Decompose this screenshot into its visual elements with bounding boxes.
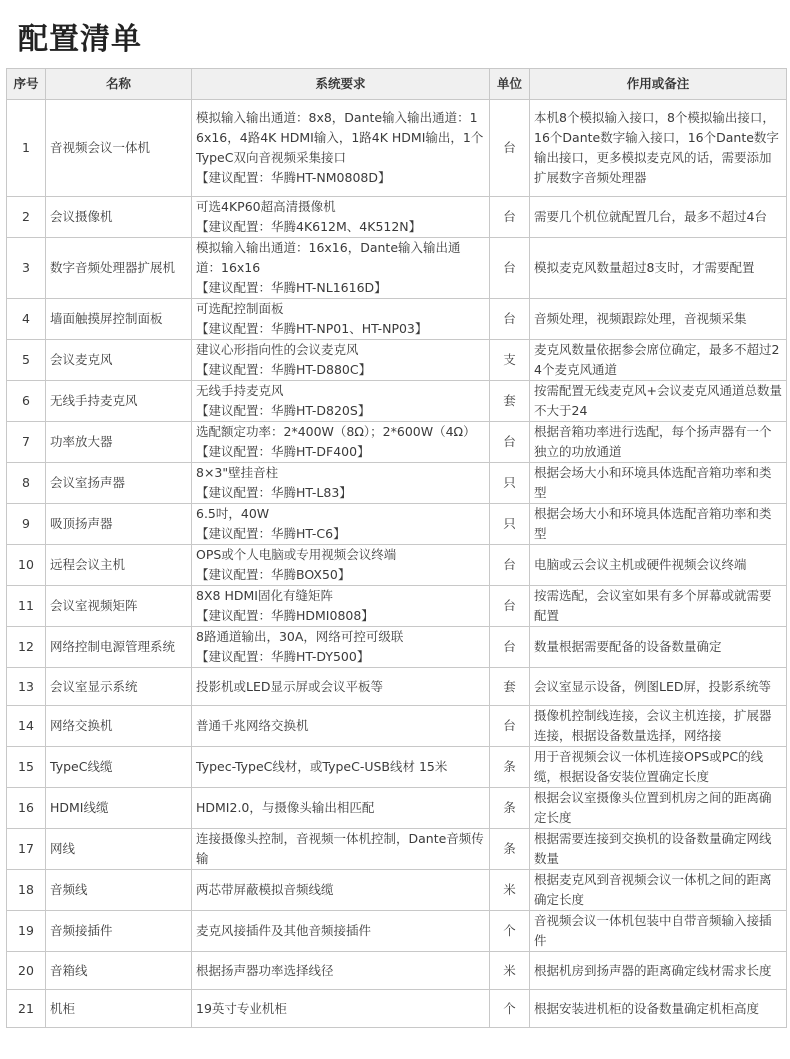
item-requirement [192,504,490,545]
recommended-model: 【建议配置：华腾HT-NL1616D】 [196,280,387,295]
item-note: 麦克风数量依据参会席位确定，最多不超过24个麦克风通道 [530,340,787,381]
row-index: 1 [7,100,46,197]
item-note: 根据安装进机柜的设备数量确定机柜高度 [530,990,787,1028]
header-row [7,69,787,100]
item-name: 网络控制电源管理系统 [46,627,192,668]
table-row [7,952,787,990]
table-row [7,100,787,197]
item-name: 吸顶扬声器 [46,504,192,545]
requirement-text: 根据扬声器功率选择线径 [196,962,334,978]
item-name: 音视频会议一体机 [46,100,192,197]
row-index: 5 [7,340,46,381]
row-index: 14 [7,706,46,747]
table-row [7,340,787,381]
item-note: 根据会议室摄像头位置到机房之间的距离确定长度 [530,788,787,829]
item-requirement [192,197,490,238]
item-note: 需要几个机位就配置几台，最多不超过4台 [530,197,787,238]
item-requirement [192,706,490,747]
item-unit: 米 [490,952,530,990]
item-unit: 条 [490,829,530,870]
recommended-model: 【建议配置：华腾HT-L83】 [196,485,352,500]
item-name: 数字音频处理器扩展机 [46,238,192,299]
requirement-text: Typec-TypeC线材，或TypeC-USB线材 15米 [196,759,448,774]
row-index: 15 [7,747,46,788]
item-requirement [192,668,490,706]
requirement-text: 可选配控制面板 [196,301,284,316]
item-unit: 条 [490,788,530,829]
item-name: 会议摄像机 [46,197,192,238]
table-row [7,381,787,422]
item-requirement [192,422,490,463]
item-note: 电脑或云会议主机或硬件视频会议终端 [530,545,787,586]
item-name: 网线 [46,829,192,870]
item-requirement [192,299,490,340]
item-requirement [192,990,490,1028]
row-index: 13 [7,668,46,706]
row-index: 11 [7,586,46,627]
requirement-text: 选配额定功率：2*400W（8Ω）；2*600W（4Ω） [196,424,476,439]
item-note: 音视频会议一体机包装中自带音频输入接插件 [530,911,787,952]
item-unit: 台 [490,586,530,627]
table-row [7,197,787,238]
item-note: 音频处理，视频跟踪处理，音视频采集 [530,299,787,340]
table-row [7,545,787,586]
item-requirement [192,627,490,668]
item-name: 会议室扬声器 [46,463,192,504]
table-row [7,870,787,911]
recommended-model: 【建议配置：华腾HT-DY500】 [196,649,370,664]
item-note: 根据会场大小和环境具体选配音箱功率和类型 [530,463,787,504]
item-requirement [192,586,490,627]
item-requirement [192,545,490,586]
item-unit: 套 [490,668,530,706]
requirement-text: 普通千兆网络交换机 [196,718,309,733]
table-row [7,299,787,340]
row-index: 10 [7,545,46,586]
recommended-model: 【建议配置：华腾HT-DF400】 [196,444,370,459]
table-row [7,788,787,829]
table-row [7,990,787,1028]
item-requirement [192,463,490,504]
table-row [7,829,787,870]
row-index: 7 [7,422,46,463]
requirement-text: HDMI2.0，与摄像头输出相匹配 [196,800,375,815]
table-row [7,586,787,627]
recommended-model: 【建议配置：华腾BOX50】 [196,567,351,582]
header-requirement: 系统要求 [192,69,490,100]
item-name: 远程会议主机 [46,545,192,586]
table-row [7,627,787,668]
item-unit: 套 [490,381,530,422]
requirement-text: 6.5吋，40W [196,506,270,521]
row-index: 19 [7,911,46,952]
item-note: 数量根据需要配备的设备数量确定 [530,627,787,668]
item-note: 按需选配，会议室如果有多个屏幕或就需要配置 [530,586,787,627]
item-unit: 只 [490,504,530,545]
table-row [7,504,787,545]
row-index: 18 [7,870,46,911]
item-requirement [192,788,490,829]
item-unit: 台 [490,238,530,299]
recommended-model: 【建议配置：华腾HT-D880C】 [196,362,372,377]
item-note: 根据需要连接到交换机的设备数量确定网线数量 [530,829,787,870]
item-requirement [192,381,490,422]
item-name: TypeC线缆 [46,747,192,788]
header-idx: 序号 [7,69,46,100]
requirement-text: OPS或个人电脑或专用视频会议终端 [196,547,397,562]
item-name: 功率放大器 [46,422,192,463]
requirement-text: 8路通道输出，30A，网络可控可级联 [196,629,404,644]
item-unit: 个 [490,990,530,1028]
item-name: 会议室视频矩阵 [46,586,192,627]
requirement-text: 8X8 HDMI固化有缝矩阵 [196,588,333,603]
item-requirement [192,100,490,197]
table-row [7,706,787,747]
requirement-text: 19英寸专业机柜 [196,1000,287,1016]
item-note: 模拟麦克风数量超过8支时，才需要配置 [530,238,787,299]
item-note: 根据音箱功率进行选配，每个扬声器有一个独立的功放通道 [530,422,787,463]
recommended-model: 【建议配置：华腾4K612M、4K512N】 [196,219,422,234]
table-row [7,463,787,504]
item-unit: 个 [490,911,530,952]
item-unit: 台 [490,299,530,340]
table-row [7,911,787,952]
item-note: 根据机房到扬声器的距离确定线材需求长度 [530,952,787,990]
item-note: 摄像机控制线连接，会议主机连接，扩展器连接，根据设备数量选择，网络接 [530,706,787,747]
row-index: 12 [7,627,46,668]
recommended-model: 【建议配置：华腾HDMI0808】 [196,608,374,623]
item-name: 会议麦克风 [46,340,192,381]
row-index: 4 [7,299,46,340]
item-unit: 条 [490,747,530,788]
item-name: 网络交换机 [46,706,192,747]
requirement-text: 两芯带屏蔽模拟音频线缆 [196,882,334,897]
row-index: 8 [7,463,46,504]
row-index: 2 [7,197,46,238]
row-index: 3 [7,238,46,299]
requirement-text: 模拟输入输出通道：16x16，Dante输入输出通道：16x16 [196,240,461,275]
table-row [7,422,787,463]
row-index: 21 [7,990,46,1028]
item-name: 无线手持麦克风 [46,381,192,422]
table-row [7,238,787,299]
item-name: 音箱线 [46,952,192,990]
item-unit: 台 [490,627,530,668]
item-unit: 台 [490,100,530,197]
page-title: 配置清单 [18,22,142,57]
item-requirement [192,238,490,299]
requirement-text: 模拟输入输出通道：8x8，Dante输入输出通道：16x16，4路4K HDMI输入，1路4K HDMI输出，1个TypeC双向音视频采集接口 [196,110,484,165]
item-unit: 支 [490,340,530,381]
item-note: 根据麦克风到音视频会议一体机之间的距离确定长度 [530,870,787,911]
header-unit: 单位 [490,69,530,100]
row-index: 6 [7,381,46,422]
item-unit: 台 [490,422,530,463]
row-index: 20 [7,952,46,990]
requirement-text: 建议心形指向性的会议麦克风 [196,342,359,357]
item-unit: 只 [490,463,530,504]
item-note: 会议室显示设备，例图LED屏，投影系统等 [530,668,787,706]
item-requirement [192,911,490,952]
item-unit: 台 [490,706,530,747]
requirement-text: 8×3"壁挂音柱 [196,465,279,480]
header-name: 名称 [46,69,192,100]
item-note: 用于音视频会议一体机连接OPS或PC的线缆，根据设备安装位置确定长度 [530,747,787,788]
row-index: 9 [7,504,46,545]
requirement-text: 投影机或LED显示屏或会议平板等 [196,678,383,694]
recommended-model: 【建议配置：华腾HT-D820S】 [196,403,371,418]
item-note: 根据会场大小和环境具体选配音箱功率和类型 [530,504,787,545]
item-name: 音频接插件 [46,911,192,952]
item-name: 音频线 [46,870,192,911]
item-name: 墙面触摸屏控制面板 [46,299,192,340]
item-name: 会议室显示系统 [46,668,192,706]
config-table [6,68,787,1028]
item-requirement [192,952,490,990]
item-unit: 米 [490,870,530,911]
row-index: 17 [7,829,46,870]
recommended-model: 【建议配置：华腾HT-NP01、HT-NP03】 [196,321,428,336]
item-note: 本机8个模拟输入接口，8个模拟输出接口，16个Dante数字输入接口，16个Dante数字输出接口，更多模拟麦克风的话，需要添加扩展数字音频处理器 [530,100,787,197]
table-row [7,747,787,788]
table-row [7,668,787,706]
item-requirement [192,870,490,911]
item-name: 机柜 [46,990,192,1028]
recommended-model: 【建议配置：华腾HT-NM0808D】 [196,170,391,185]
item-unit: 台 [490,545,530,586]
item-requirement [192,340,490,381]
item-unit: 台 [490,197,530,238]
requirement-text: 无线手持麦克风 [196,383,284,398]
item-requirement [192,829,490,870]
requirement-text: 可选4KP60超高清摄像机 [196,199,336,214]
item-requirement [192,747,490,788]
item-name: HDMI线缆 [46,788,192,829]
item-note: 按需配置无线麦克风+会议麦克风通道总数量不大于24 [530,381,787,422]
requirement-text: 麦克风接插件及其他音频接插件 [196,923,372,938]
requirement-text: 连接摄像头控制，音视频一体机控制，Dante音频传输 [196,831,484,866]
row-index: 16 [7,788,46,829]
header-note: 作用或备注 [530,69,787,100]
recommended-model: 【建议配置：华腾HT-C6】 [196,526,346,541]
